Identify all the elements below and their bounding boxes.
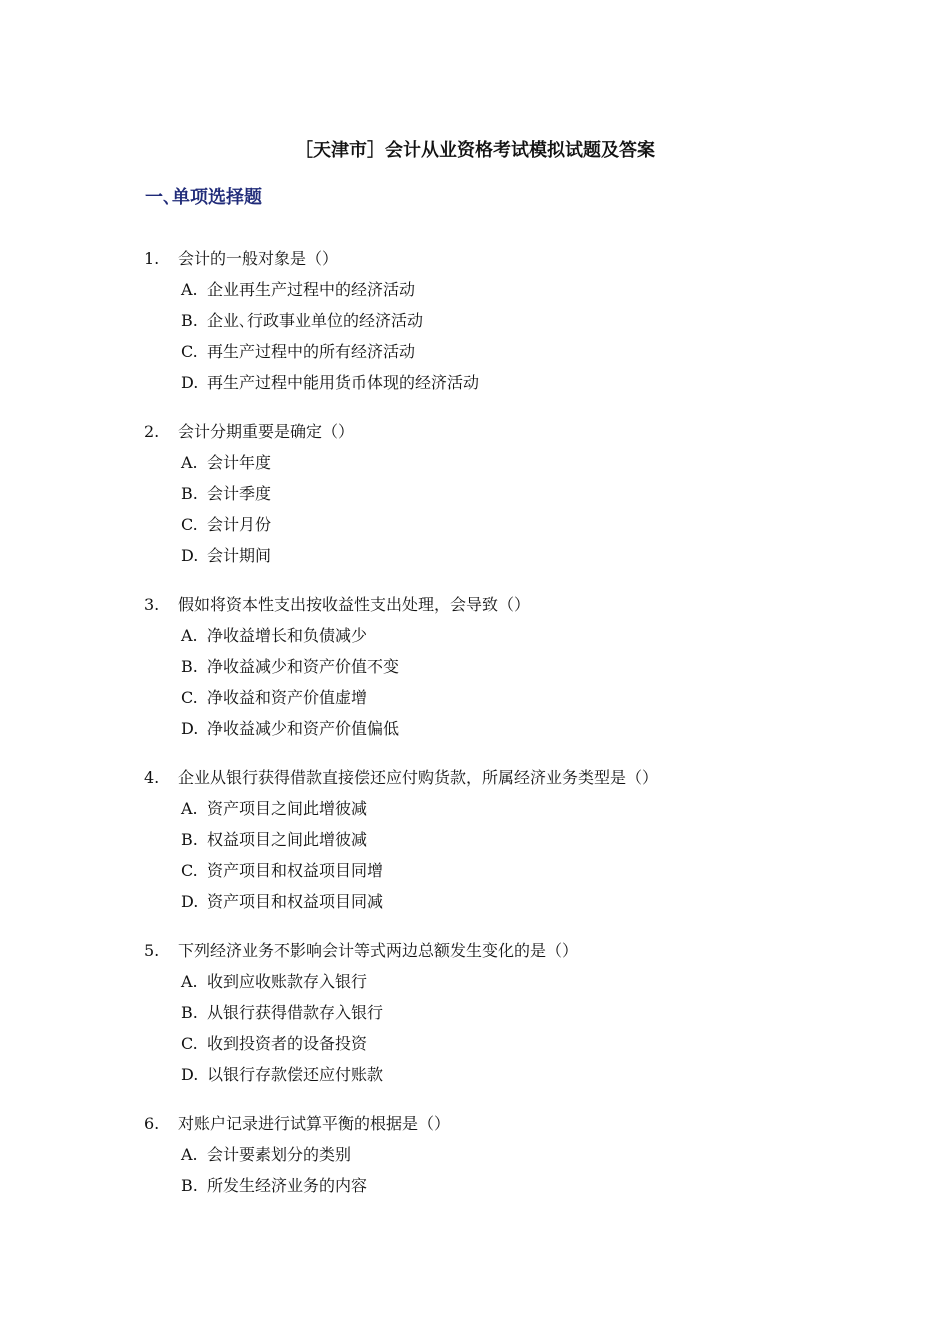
option-text: 净收益减少和资产价值不变 [207, 657, 400, 676]
question-1 [0, 248, 950, 403]
option-letter: C. [181, 1034, 198, 1053]
document-title: ［天津市］会计从业资格考试模拟试题及答案 [295, 140, 655, 161]
option-letter: B. [181, 484, 198, 503]
option-text: 净收益和资产价值虚增 [207, 688, 368, 707]
option-text: 从银行获得借款存入银行 [207, 1003, 384, 1022]
option-text: 收到投资者的设备投资 [207, 1034, 368, 1053]
question-stem [0, 767, 950, 798]
option-letter: C. [181, 688, 198, 707]
option-text: 会计要素划分的类别 [207, 1145, 352, 1164]
option-b [0, 1175, 950, 1206]
option-text: 会计月份 [207, 515, 272, 534]
question-number: 3. [144, 595, 160, 614]
option-text: 权益项目之间此增彼减 [207, 830, 368, 849]
option-text: 再生产过程中的所有经济活动 [207, 342, 416, 361]
option-a [0, 1144, 950, 1175]
question-2 [0, 421, 950, 576]
option-b [0, 310, 950, 341]
option-a [0, 798, 950, 829]
option-a [0, 452, 950, 483]
option-letter: A. [181, 453, 198, 472]
option-d [0, 891, 950, 922]
option-letter: D. [181, 373, 199, 392]
question-number: 2. [144, 422, 160, 441]
question-stem [0, 594, 950, 625]
option-letter: D. [181, 719, 199, 738]
question-number: 4. [144, 768, 160, 787]
question-text: 会计的一般对象是（） [178, 249, 339, 268]
option-letter: C. [181, 342, 198, 361]
option-text: 企业再生产过程中的经济活动 [207, 280, 416, 299]
option-c [0, 514, 950, 545]
option-text: 以银行存款偿还应付账款 [207, 1065, 384, 1084]
option-text: 资产项目和权益项目同减 [207, 892, 384, 911]
question-5 [0, 940, 950, 1095]
question-6 [0, 1113, 950, 1206]
option-d [0, 1064, 950, 1095]
option-letter: D. [181, 1065, 199, 1084]
option-text: 再生产过程中能用货币体现的经济活动 [207, 373, 480, 392]
option-letter: A. [181, 972, 198, 991]
question-stem [0, 421, 950, 452]
option-letter: A. [181, 626, 198, 645]
option-letter: B. [181, 1003, 198, 1022]
section-heading: 一､单项选择题 [145, 187, 262, 208]
option-c [0, 341, 950, 372]
question-text: 假如将资本性支出按收益性支出处理，会导致（） [178, 595, 531, 614]
question-stem [0, 1113, 950, 1144]
option-b [0, 483, 950, 514]
option-letter: A. [181, 799, 198, 818]
option-d [0, 718, 950, 749]
option-letter: D. [181, 546, 199, 565]
option-letter: C. [181, 515, 198, 534]
option-text: 收到应收账款存入银行 [207, 972, 368, 991]
option-c [0, 687, 950, 718]
option-text: 会计期间 [207, 546, 272, 565]
option-d [0, 545, 950, 576]
question-3 [0, 594, 950, 749]
question-stem [0, 248, 950, 279]
question-text: 对账户记录进行试算平衡的根据是（） [178, 1114, 451, 1133]
option-text: 净收益增长和负债减少 [207, 626, 368, 645]
option-b [0, 1002, 950, 1033]
question-number: 6. [144, 1114, 160, 1133]
option-letter: A. [181, 280, 198, 299]
question-text: 会计分期重要是确定（） [178, 422, 355, 441]
option-d [0, 372, 950, 403]
option-letter: B. [181, 1176, 198, 1195]
option-a [0, 625, 950, 656]
option-letter: B. [181, 657, 198, 676]
question-number: 1. [144, 249, 160, 268]
option-text: 所发生经济业务的内容 [207, 1176, 368, 1195]
option-letter: B. [181, 311, 198, 330]
option-text: 净收益减少和资产价值偏低 [207, 719, 400, 738]
question-stem [0, 940, 950, 971]
option-text: 会计季度 [207, 484, 272, 503]
question-4 [0, 767, 950, 922]
option-text: 资产项目之间此增彼减 [207, 799, 368, 818]
question-text: 下列经济业务不影响会计等式两边总额发生变化的是（） [178, 941, 579, 960]
option-a [0, 279, 950, 310]
option-a [0, 971, 950, 1002]
option-letter: A. [181, 1145, 198, 1164]
question-list [0, 248, 950, 1224]
option-letter: D. [181, 892, 199, 911]
question-text: 企业从银行获得借款直接偿还应付购货款，所属经济业务类型是（） [178, 768, 659, 787]
option-c [0, 1033, 950, 1064]
option-text: 资产项目和权益项目同增 [207, 861, 384, 880]
option-letter: C. [181, 861, 198, 880]
option-c [0, 860, 950, 891]
option-text: 企业､行政事业单位的经济活动 [207, 311, 424, 330]
option-b [0, 829, 950, 860]
option-text: 会计年度 [207, 453, 272, 472]
option-b [0, 656, 950, 687]
question-number: 5. [144, 941, 160, 960]
option-letter: B. [181, 830, 198, 849]
